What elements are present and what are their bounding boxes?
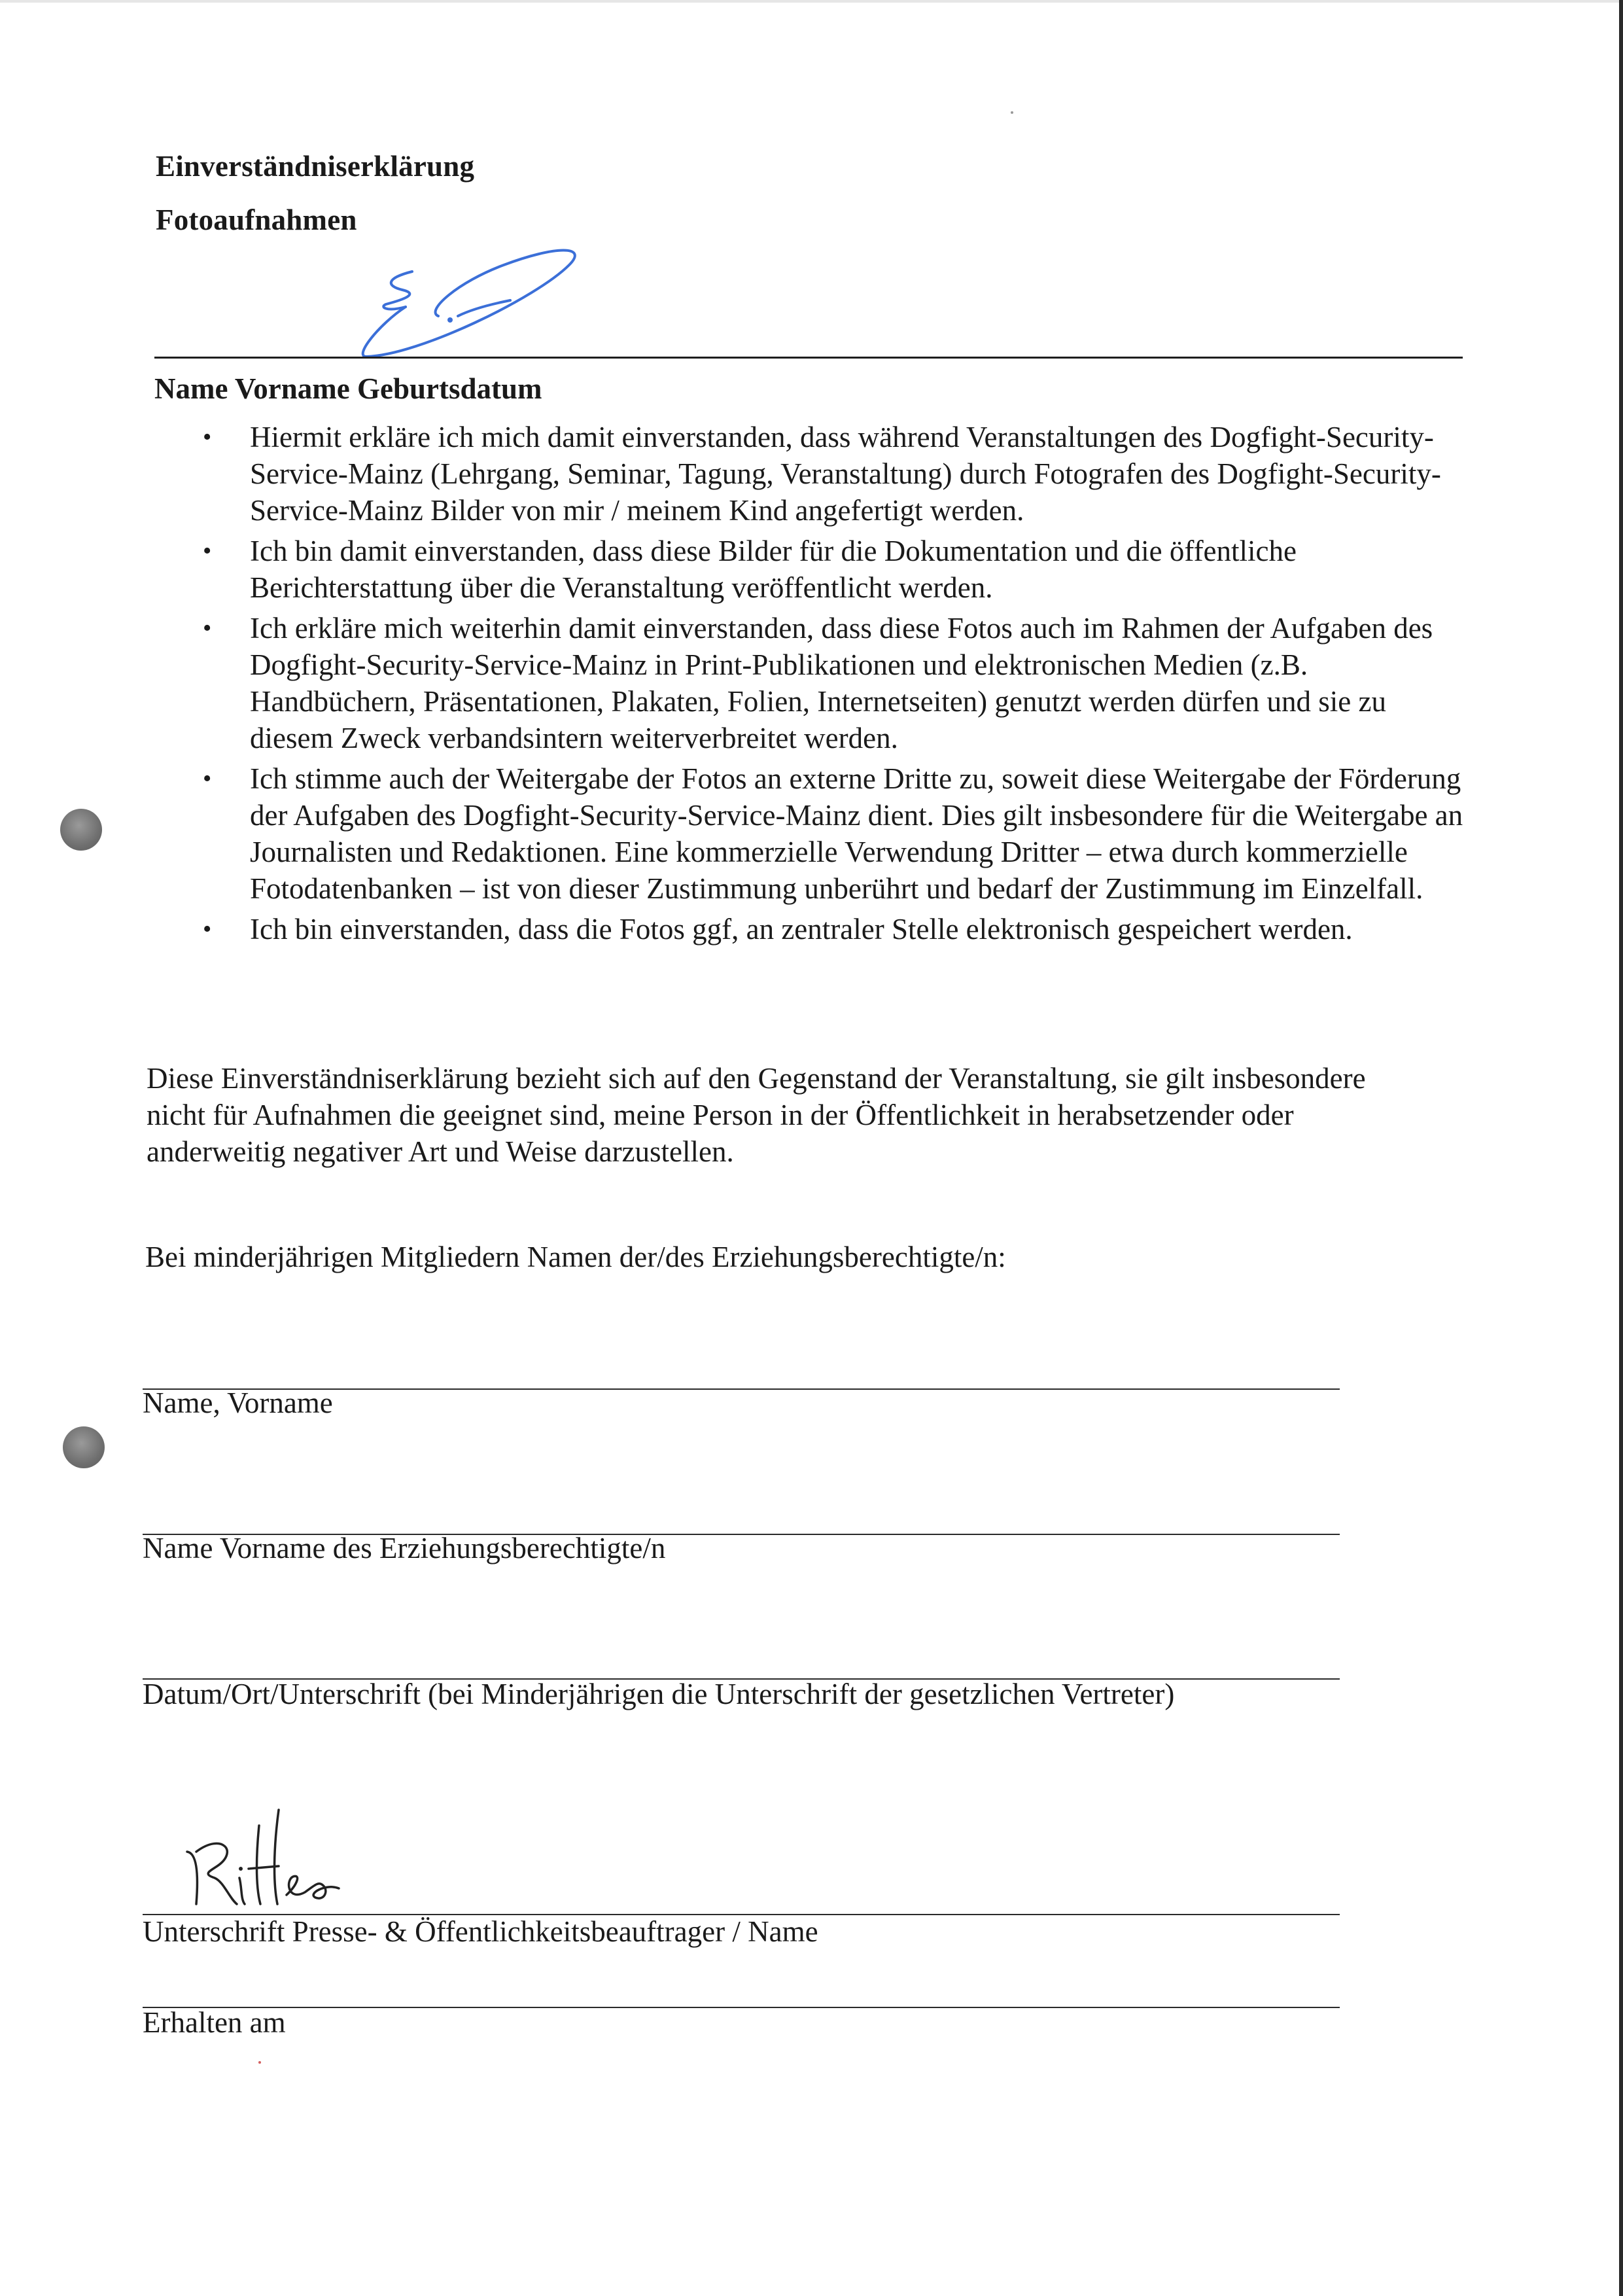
consent-text: Ich erkläre mich weiterhin damit einverstanden, dass diese Fotos auch im Rahmen der Aufgaben des Dogfight-Security-Service-Mainz in Print-Publikationen und elektronischen Medien (z.B. Handbüchern, Präsentationen, Plakaten, Folien, Internetseiten) genutzt werden dürfen und sie zu diesem Zweck verbandsintern weiterverbreitet werden. bbox=[250, 612, 1433, 754]
consent-text: Ich bin damit einverstanden, dass diese Bilder für die Dokumentation und die öffentliche Berichterstattung über die Veranstaltung veröffentlicht werden. bbox=[250, 535, 1297, 604]
bullet-icon: • bbox=[203, 915, 212, 943]
name-label: Name, Vorname bbox=[143, 1386, 333, 1419]
scan-speck bbox=[258, 2061, 261, 2064]
name-birthdate-label: Name Vorname Geburtsdatum bbox=[154, 372, 542, 405]
consent-item-storage bbox=[203, 911, 1469, 947]
punch-hole-lower bbox=[63, 1426, 105, 1468]
bullet-icon: • bbox=[203, 614, 212, 642]
received-line bbox=[143, 2007, 1340, 2008]
consent-text: Ich bin einverstanden, dass die Fotos ggf, an zentraler Stelle elektronisch gespeichert werden. bbox=[250, 913, 1353, 945]
participant-signature bbox=[340, 239, 615, 370]
scan-speck bbox=[1011, 111, 1013, 114]
name-birthdate-line bbox=[154, 357, 1463, 359]
punch-hole-upper bbox=[60, 809, 102, 851]
minor-intro-text: Bei minderjährigen Mitgliedern Namen der/des Erziehungsberechtigte/n: bbox=[145, 1241, 1006, 1273]
consent-item-recording bbox=[203, 419, 1469, 529]
document-title: Einverständniserklärung bbox=[156, 150, 475, 183]
guardian-label: Name Vorname des Erziehungsberechtigte/n bbox=[143, 1532, 666, 1564]
consent-item-print-media bbox=[203, 610, 1469, 756]
press-signature-label: Unterschrift Presse- & Öffentlichkeitsbeauftrager / Name bbox=[143, 1915, 818, 1948]
received-label: Erhalten am bbox=[143, 2006, 286, 2039]
date-signature-label: Datum/Ort/Unterschrift (bei Minderjährigen die Unterschrift der gesetzlichen Vertreter) bbox=[143, 1678, 1175, 1710]
scope-paragraph: Diese Einverständniserklärung bezieht sich auf den Gegenstand der Veranstaltung, sie gilt insbesondere nicht für Aufnahmen die geeignet sind, meine Person in der Öffentlichkeit in herabsetzender oder anderweitig negativer Art und Weise darzustellen. bbox=[147, 1062, 1366, 1168]
consent-list bbox=[203, 419, 1469, 951]
press-officer-signature bbox=[177, 1806, 360, 1917]
consent-text: Hiermit erkläre ich mich damit einverstanden, dass während Veranstaltungen des Dogfight-Security-Service-Mainz (Lehrgang, Seminar, Tagung, Veranstaltung) durch Fotografen des Dogfight-Security-Service-Mainz Bilder von mir / meinem Kind angefertigt werden. bbox=[250, 421, 1441, 527]
bullet-icon: • bbox=[203, 423, 212, 451]
consent-item-publication bbox=[203, 533, 1469, 606]
scan-edge-top bbox=[0, 0, 1623, 3]
document-subtitle: Fotoaufnahmen bbox=[156, 203, 357, 236]
consent-item-third-parties bbox=[203, 760, 1469, 907]
bullet-icon: • bbox=[203, 765, 212, 792]
bullet-icon: • bbox=[203, 537, 212, 565]
consent-text: Ich stimme auch der Weitergabe der Fotos an externe Dritte zu, soweit diese Weitergabe der Förderung der Aufgaben des Dogfight-Security-Service-Mainz dient. Dies gilt insbesondere für die Weitergabe an Journalisten und Redaktionen. Eine kommerzielle Verwendung Dritter – etwa durch kommerzielle Fotodatenbanken – ist von dieser Zustimmung unberührt und bedarf der Zustimmung im Einzelfall. bbox=[250, 762, 1463, 905]
scan-edge-right bbox=[1619, 0, 1623, 2296]
